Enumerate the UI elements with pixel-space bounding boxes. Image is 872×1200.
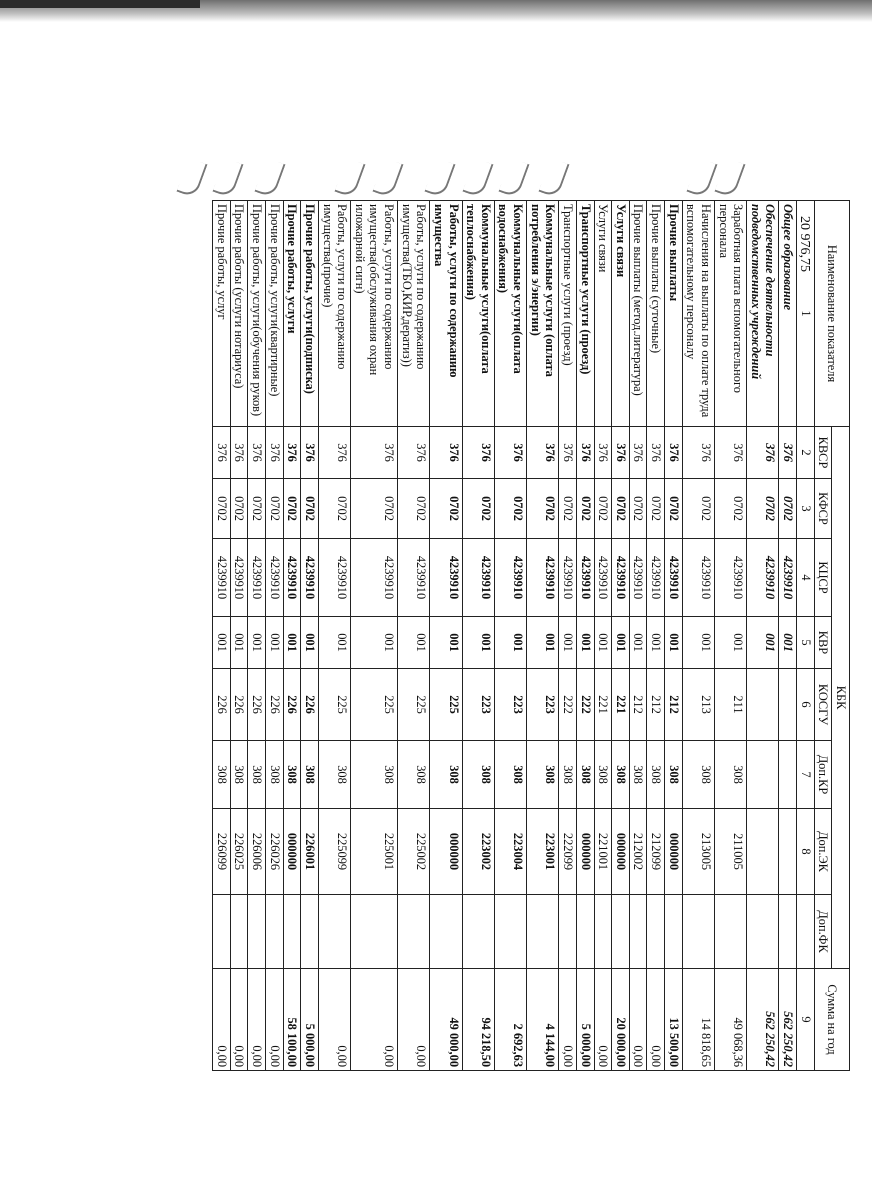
table-row — [301, 201, 319, 1071]
table-row — [430, 201, 462, 1071]
row-dop-ek: 221001 — [594, 809, 612, 895]
row-kosgu: 212 — [647, 669, 665, 741]
row-kvr: 001 — [283, 617, 301, 669]
table-row — [594, 201, 612, 1071]
table-row — [647, 201, 665, 1071]
row-dop-kr: 308 — [248, 741, 266, 809]
table-row — [319, 201, 351, 1071]
row-kvr: 001 — [301, 617, 319, 669]
table-row — [494, 201, 526, 1071]
row-dop-ek: 225001 — [351, 809, 398, 895]
row-kfsr: 0702 — [248, 479, 266, 539]
row-dop-fk — [559, 895, 577, 969]
table-row — [351, 201, 398, 1071]
index-cell: 4 — [797, 539, 815, 617]
row-dop-kr — [779, 741, 797, 809]
row-kosgu: 222 — [559, 669, 577, 741]
table-row — [747, 201, 779, 1071]
row-kfsr: 0702 — [779, 479, 797, 539]
row-kvr: 001 — [494, 617, 526, 669]
header-kcsr: КЦСР — [814, 539, 832, 617]
row-dop-ek: 226025 — [230, 809, 248, 895]
row-kvr: 001 — [398, 617, 430, 669]
row-kvr: 001 — [665, 617, 683, 669]
row-kvsr: 376 — [266, 427, 284, 479]
row-dop-kr: 308 — [715, 741, 747, 809]
header-row-1 — [832, 201, 850, 1071]
row-dop-fk — [527, 895, 559, 969]
header-kosgu: КОСГУ — [814, 669, 832, 741]
row-dop-ek: 000000 — [430, 809, 462, 895]
row-kfsr: 0702 — [319, 479, 351, 539]
row-dop-kr: 308 — [283, 741, 301, 809]
row-dop-ek: 213005 — [682, 809, 714, 895]
row-dop-fk — [230, 895, 248, 969]
row-kvr: 001 — [213, 617, 231, 669]
row-kosgu — [779, 669, 797, 741]
budget-table — [212, 200, 850, 1071]
row-kosgu: 225 — [351, 669, 398, 741]
row-dop-fk — [594, 895, 612, 969]
row-kosgu: 226 — [213, 669, 231, 741]
row-dop-kr: 308 — [351, 741, 398, 809]
row-sum: 0,00 — [594, 969, 612, 1071]
row-kvsr: 376 — [319, 427, 351, 479]
row-dop-ek: 225099 — [319, 809, 351, 895]
header-dop-kr: Доп.КР — [814, 741, 832, 809]
row-dop-ek: 223004 — [494, 809, 526, 895]
row-kosgu: 221 — [594, 669, 612, 741]
row-kosgu: 222 — [577, 669, 595, 741]
row-dop-ek: 000000 — [612, 809, 630, 895]
row-kcsr: 4239910 — [319, 539, 351, 617]
row-dop-ek: 226099 — [213, 809, 231, 895]
row-kosgu: 213 — [682, 669, 714, 741]
index-cell: 2 — [797, 427, 815, 479]
row-kcsr: 4239910 — [527, 539, 559, 617]
table-row — [682, 201, 714, 1071]
row-dop-fk — [248, 895, 266, 969]
index-cell: 8 — [797, 809, 815, 895]
row-kosgu: 223 — [462, 669, 494, 741]
row-sum: 20 000,00 — [612, 969, 630, 1071]
row-kcsr: 4239910 — [647, 539, 665, 617]
table-row — [462, 201, 494, 1071]
row-dop-ek: 000000 — [283, 809, 301, 895]
row-dop-kr: 308 — [612, 741, 630, 809]
row-dop-kr: 308 — [629, 741, 647, 809]
row-name: Коммунальные услуги(оплата водоснабжения) — [494, 201, 526, 427]
row-kvr: 001 — [577, 617, 595, 669]
row-dop-fk — [283, 895, 301, 969]
row-name: Работы, услуги по содержанию имущества(обслуживания охран иложарной сигн) — [351, 201, 398, 427]
row-kosgu: 225 — [430, 669, 462, 741]
header-sum: Сумма на год — [814, 969, 849, 1071]
row-kfsr: 0702 — [462, 479, 494, 539]
row-kosgu — [747, 669, 779, 741]
row-kfsr: 0702 — [213, 479, 231, 539]
row-kvsr: 376 — [559, 427, 577, 479]
row-dop-fk — [301, 895, 319, 969]
row-name: Прочие работы (услуги нотариуса) — [230, 201, 248, 427]
row-kvr: 001 — [319, 617, 351, 669]
row-dop-kr: 308 — [301, 741, 319, 809]
row-sum: 5 000,00 — [577, 969, 595, 1071]
row-dop-kr: 308 — [647, 741, 665, 809]
row-kvsr: 376 — [715, 427, 747, 479]
row-kvr: 001 — [462, 617, 494, 669]
row-name: Услуги связи — [612, 201, 630, 427]
table-row — [629, 201, 647, 1071]
row-dop-fk — [462, 895, 494, 969]
row-name: Прочие работы, услуги(квартирные) — [266, 201, 284, 427]
row-kcsr: 4239910 — [494, 539, 526, 617]
row-name: Прочие работы, услуги(подписка) — [301, 201, 319, 427]
row-sum: 562 250,42 — [779, 969, 797, 1071]
row-kcsr: 4239910 — [301, 539, 319, 617]
index-cell: 7 — [797, 741, 815, 809]
row-dop-kr: 308 — [527, 741, 559, 809]
table-row — [527, 201, 559, 1071]
row-kvsr: 376 — [629, 427, 647, 479]
row-name: Работы, услуги по содержанию имущества — [430, 201, 462, 427]
header-dop-fk: Доп.ФК — [814, 895, 832, 969]
row-dop-fk — [351, 895, 398, 969]
table-row — [715, 201, 747, 1071]
row-dop-fk — [682, 895, 714, 969]
row-kcsr: 4239910 — [682, 539, 714, 617]
row-sum: 0,00 — [559, 969, 577, 1071]
row-sum: 13 500,00 — [665, 969, 683, 1071]
row-kvr: 001 — [430, 617, 462, 669]
row-kcsr: 4239910 — [351, 539, 398, 617]
row-kcsr: 4239910 — [266, 539, 284, 617]
row-name: Прочие работы, услуги — [283, 201, 301, 427]
row-kfsr: 0702 — [665, 479, 683, 539]
row-kvsr: 376 — [779, 427, 797, 479]
row-dop-fk — [430, 895, 462, 969]
row-kcsr: 4239910 — [283, 539, 301, 617]
row-kfsr: 0702 — [494, 479, 526, 539]
row-kvr: 001 — [629, 617, 647, 669]
row-sum: 4 144,00 — [527, 969, 559, 1071]
row-name: Коммунальные услуги (оплата потребления э/энергии) — [527, 201, 559, 427]
row-kvsr: 376 — [594, 427, 612, 479]
row-kfsr: 0702 — [398, 479, 430, 539]
row-sum: 5 000,00 — [301, 969, 319, 1071]
row-kosgu: 221 — [612, 669, 630, 741]
row-sum: 49 000,00 — [430, 969, 462, 1071]
row-kosgu: 226 — [266, 669, 284, 741]
table-row — [612, 201, 630, 1071]
row-kosgu: 223 — [494, 669, 526, 741]
row-dop-fk — [647, 895, 665, 969]
row-kvr: 001 — [351, 617, 398, 669]
row-name: Начисления на выплаты по оплате труда вспомогательному персоналу — [682, 201, 714, 427]
row-kcsr: 4239910 — [213, 539, 231, 617]
row-kvsr: 376 — [462, 427, 494, 479]
row-kvr: 001 — [230, 617, 248, 669]
row-kcsr: 4239910 — [430, 539, 462, 617]
row-kcsr: 4239910 — [715, 539, 747, 617]
row-kfsr: 0702 — [747, 479, 779, 539]
row-kfsr: 0702 — [682, 479, 714, 539]
scan-edge-dark — [0, 0, 200, 8]
row-sum: 0,00 — [351, 969, 398, 1071]
row-name: Прочие работы, услуги(обучения руков) — [248, 201, 266, 427]
row-dop-fk — [398, 895, 430, 969]
row-kvsr: 376 — [213, 427, 231, 479]
row-dop-fk — [494, 895, 526, 969]
row-kosgu: 226 — [301, 669, 319, 741]
row-name: Прочие выплаты (метод.литература) — [629, 201, 647, 427]
partial-total-number: 20 976,75 — [797, 216, 812, 272]
row-kcsr: 4239910 — [747, 539, 779, 617]
row-dop-kr: 308 — [266, 741, 284, 809]
row-kcsr: 4239910 — [398, 539, 430, 617]
row-dop-ek: 223001 — [527, 809, 559, 895]
row-dop-kr: 308 — [462, 741, 494, 809]
row-kfsr: 0702 — [351, 479, 398, 539]
row-name: Работы, услуги по содержанию имущества(ТБО,КИР,дератиз)) — [398, 201, 430, 427]
row-name: Обеспечение деятельности подведомственных учреждений — [747, 201, 779, 427]
row-dop-ek: 000000 — [577, 809, 595, 895]
header-kbk: КБК — [832, 427, 850, 969]
row-kvr: 001 — [612, 617, 630, 669]
row-name: Прочие выплаты — [665, 201, 683, 427]
row-dop-kr: 308 — [665, 741, 683, 809]
table-row — [779, 201, 797, 1071]
row-kcsr: 4239910 — [665, 539, 683, 617]
row-kcsr: 4239910 — [612, 539, 630, 617]
row-kvsr: 376 — [248, 427, 266, 479]
row-dop-ek: 212002 — [629, 809, 647, 895]
row-kvsr: 376 — [351, 427, 398, 479]
row-kfsr: 0702 — [266, 479, 284, 539]
table-row — [213, 201, 231, 1071]
header-kvr: КВР — [814, 617, 832, 669]
row-dop-ek — [747, 809, 779, 895]
row-dop-fk — [629, 895, 647, 969]
row-name: Услуги связи — [594, 201, 612, 427]
row-kosgu: 212 — [665, 669, 683, 741]
row-sum: 2 692,63 — [494, 969, 526, 1071]
row-kvsr: 376 — [612, 427, 630, 479]
row-dop-kr: 308 — [682, 741, 714, 809]
row-sum: 0,00 — [266, 969, 284, 1071]
row-kosgu: 226 — [283, 669, 301, 741]
row-dop-fk — [747, 895, 779, 969]
row-dop-fk — [612, 895, 630, 969]
row-dop-fk — [266, 895, 284, 969]
row-kosgu: 226 — [248, 669, 266, 741]
row-sum: 562 250,42 — [747, 969, 779, 1071]
row-kfsr: 0702 — [612, 479, 630, 539]
index-cell: 3 — [797, 479, 815, 539]
row-dop-ek: 225002 — [398, 809, 430, 895]
row-sum: 0,00 — [230, 969, 248, 1071]
row-kfsr: 0702 — [594, 479, 612, 539]
row-dop-kr: 308 — [430, 741, 462, 809]
row-dop-ek: 222099 — [559, 809, 577, 895]
row-kvr: 001 — [559, 617, 577, 669]
table-row — [230, 201, 248, 1071]
column-index-row — [797, 201, 815, 1071]
row-sum: 14 818,65 — [682, 969, 714, 1071]
row-kvsr: 376 — [682, 427, 714, 479]
row-sum: 94 218,50 — [462, 969, 494, 1071]
row-sum: 0,00 — [248, 969, 266, 1071]
table-row — [577, 201, 595, 1071]
row-kvsr: 376 — [747, 427, 779, 479]
row-name: Работы, услуги по содержанию имущества(прочие) — [319, 201, 351, 427]
row-sum: 0,00 — [213, 969, 231, 1071]
row-kosgu: 211 — [715, 669, 747, 741]
row-kosgu: 226 — [230, 669, 248, 741]
row-kfsr: 0702 — [230, 479, 248, 539]
row-dop-kr: 308 — [577, 741, 595, 809]
row-kvr: 001 — [715, 617, 747, 669]
row-name: Коммунальные услуги(оплата теплоснабжения) — [462, 201, 494, 427]
row-kvsr: 376 — [301, 427, 319, 479]
row-sum: 58 100,00 — [283, 969, 301, 1071]
row-name: Прочие выплаты (суточные) — [647, 201, 665, 427]
row-kcsr: 4239910 — [577, 539, 595, 617]
row-kvsr: 376 — [647, 427, 665, 479]
row-kcsr: 4239910 — [462, 539, 494, 617]
row-kfsr: 0702 — [283, 479, 301, 539]
row-name: Транспортные услуги (проезд) — [559, 201, 577, 427]
row-kvr: 001 — [647, 617, 665, 669]
row-dop-kr: 308 — [559, 741, 577, 809]
row-dop-ek — [779, 809, 797, 895]
row-sum: 0,00 — [398, 969, 430, 1071]
row-kosgu: 223 — [527, 669, 559, 741]
row-kvsr: 376 — [430, 427, 462, 479]
row-dop-kr: 308 — [213, 741, 231, 809]
row-dop-ek: 212099 — [647, 809, 665, 895]
row-dop-fk — [779, 895, 797, 969]
row-dop-fk — [577, 895, 595, 969]
row-kvr: 001 — [747, 617, 779, 669]
row-kvsr: 376 — [283, 427, 301, 479]
row-name: Транспортные услуги (проезд) — [577, 201, 595, 427]
row-dop-kr: 308 — [319, 741, 351, 809]
row-kvsr: 376 — [230, 427, 248, 479]
row-kcsr: 4239910 — [594, 539, 612, 617]
row-kosgu: 212 — [629, 669, 647, 741]
row-kvr: 001 — [248, 617, 266, 669]
table-body — [213, 201, 797, 1071]
row-dop-ek: 223002 — [462, 809, 494, 895]
table-row — [665, 201, 683, 1071]
row-kcsr: 4239910 — [248, 539, 266, 617]
row-dop-kr: 308 — [594, 741, 612, 809]
row-kcsr: 4239910 — [230, 539, 248, 617]
row-kvr: 001 — [779, 617, 797, 669]
row-kfsr: 0702 — [629, 479, 647, 539]
row-kvr: 001 — [682, 617, 714, 669]
header-dop-ek: Доп.ЭК — [814, 809, 832, 895]
row-dop-kr: 308 — [494, 741, 526, 809]
row-dop-kr: 308 — [230, 741, 248, 809]
row-sum: 0,00 — [629, 969, 647, 1071]
row-kfsr: 0702 — [527, 479, 559, 539]
row-sum: 0,00 — [647, 969, 665, 1071]
row-dop-ek: 226006 — [248, 809, 266, 895]
table-row — [559, 201, 577, 1071]
header-kfsr: КФСР — [814, 479, 832, 539]
header-kvsr: КВСР — [814, 427, 832, 479]
index-cell: 5 — [797, 617, 815, 669]
row-dop-kr: 308 — [398, 741, 430, 809]
row-kfsr: 0702 — [647, 479, 665, 539]
row-kvr: 001 — [266, 617, 284, 669]
table-row — [248, 201, 266, 1071]
row-name: Прочие работы, услуг — [213, 201, 231, 427]
row-kvsr: 376 — [665, 427, 683, 479]
row-dop-ek: 226026 — [266, 809, 284, 895]
row-kfsr: 0702 — [715, 479, 747, 539]
row-kfsr: 0702 — [577, 479, 595, 539]
row-dop-ek: 000000 — [665, 809, 683, 895]
row-dop-ek: 226001 — [301, 809, 319, 895]
row-kvsr: 376 — [494, 427, 526, 479]
table-row — [266, 201, 284, 1071]
index-cell: 9 — [797, 969, 815, 1071]
row-kvsr: 376 — [398, 427, 430, 479]
row-kosgu: 225 — [319, 669, 351, 741]
row-kfsr: 0702 — [430, 479, 462, 539]
rotated-page — [90, 200, 850, 1070]
row-kosgu: 225 — [398, 669, 430, 741]
index-cell — [797, 895, 815, 969]
row-dop-fk — [715, 895, 747, 969]
row-sum: 49 068,36 — [715, 969, 747, 1071]
index-cell: 1 — [797, 201, 815, 427]
row-kfsr: 0702 — [559, 479, 577, 539]
row-dop-fk — [665, 895, 683, 969]
row-kvr: 001 — [527, 617, 559, 669]
row-kvr: 001 — [594, 617, 612, 669]
row-kcsr: 4239910 — [629, 539, 647, 617]
table-row — [398, 201, 430, 1071]
handwritten-check-marks — [172, 160, 732, 200]
table-row — [283, 201, 301, 1071]
row-sum: 0,00 — [319, 969, 351, 1071]
row-kfsr: 0702 — [301, 479, 319, 539]
row-kvsr: 376 — [527, 427, 559, 479]
row-name: Заработная плата вспомогательного персонала — [715, 201, 747, 427]
index-cell: 6 — [797, 669, 815, 741]
row-dop-ek: 211005 — [715, 809, 747, 895]
row-name: Общее образование — [779, 201, 797, 427]
row-kvsr: 376 — [577, 427, 595, 479]
row-dop-kr — [747, 741, 779, 809]
row-dop-fk — [213, 895, 231, 969]
row-kcsr: 4239910 — [779, 539, 797, 617]
row-kcsr: 4239910 — [559, 539, 577, 617]
header-name: Наименование показателя — [814, 201, 849, 427]
row-dop-fk — [319, 895, 351, 969]
